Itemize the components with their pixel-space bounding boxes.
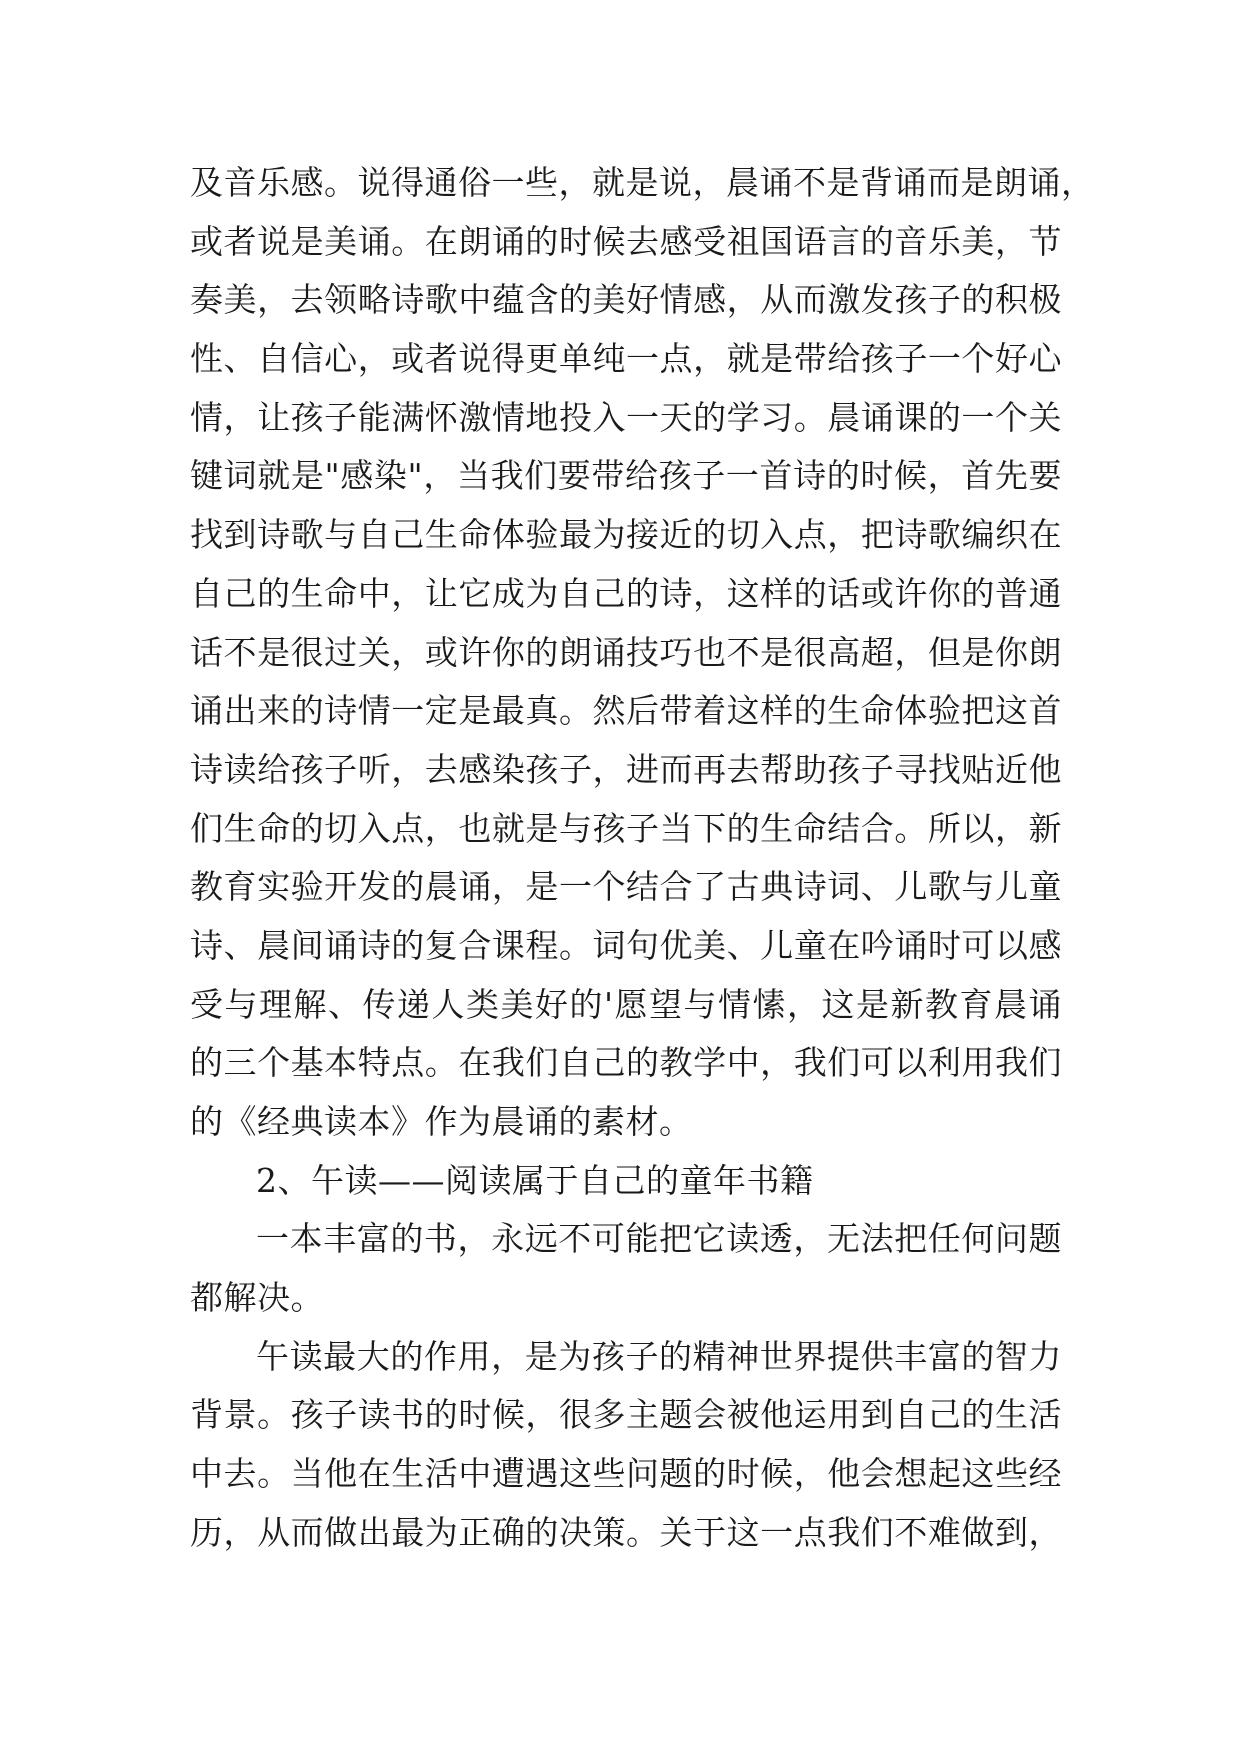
- text-line: 背景。孩子读书的时候，很多主题会被他运用到自己的生活: [190, 1395, 1062, 1435]
- text-line: 诗读给孩子听，去感染孩子，进而再去帮助孩子寻找贴近他: [190, 749, 1062, 789]
- text-line: 们生命的切入点，也就是与孩子当下的生命结合。所以，新: [190, 808, 1062, 848]
- text-line: 历，从而做出最为正确的决策。关于这一点我们不难做到，: [190, 1512, 1062, 1552]
- text-line: 自己的生命中，让它成为自己的诗，这样的话或许你的普通: [190, 573, 1062, 613]
- text-line: 的三个基本特点。在我们自己的教学中，我们可以利用我们: [190, 1043, 1062, 1083]
- text-line: 一本丰富的书，永远不可能把它读透，无法把任何问题: [256, 1219, 1062, 1259]
- text-line: 话不是很过关，或许你的朗诵技巧也不是很高超，但是你朗: [190, 632, 1062, 672]
- text-line: 都解决。: [190, 1278, 324, 1318]
- text-line: 或者说是美诵。在朗诵的时候去感受祖国语言的音乐美，节: [190, 221, 1062, 261]
- text-line: 诵出来的诗情一定是最真。然后带着这样的生命体验把这首: [190, 691, 1062, 731]
- text-line: 的《经典读本》作为晨诵的素材。: [190, 1102, 693, 1141]
- text-line: 键词就是"感染"，当我们要带给孩子一首诗的时候，首先要: [190, 456, 1062, 496]
- text-line: 午读最大的作用，是为孩子的精神世界提供丰富的智力: [256, 1336, 1062, 1376]
- text-line: 及音乐感。说得通俗一些，就是说，晨诵不是背诵而是朗诵，: [190, 163, 1095, 202]
- text-line: 中去。当他在生活中遭遇这些问题的时候，他会想起这些经: [190, 1454, 1062, 1494]
- text-line: 找到诗歌与自己生命体验最为接近的切入点，把诗歌编织在: [190, 515, 1062, 555]
- text-line: 诗、晨间诵诗的复合课程。词句优美、儿童在吟诵时可以感: [190, 925, 1062, 965]
- text-line: 情，让孩子能满怀激情地投入一天的学习。晨诵课的一个关: [190, 397, 1062, 437]
- text-line: 受与理解、传递人类美好的'愿望与情愫，这是新教育晨诵: [190, 984, 1062, 1024]
- text-line: 教育实验开发的晨诵，是一个结合了古典诗词、儿歌与儿童: [190, 867, 1062, 907]
- section-heading: 2、午读——阅读属于自己的童年书籍: [256, 1160, 814, 1200]
- text-line: 性、自信心，或者说得更单纯一点，就是带给孩子一个好心: [190, 339, 1062, 379]
- body-text: [190, 154, 1095, 1563]
- text-line: 奏美，去领略诗歌中蕴含的美好情感，从而激发孩子的积极: [190, 280, 1062, 320]
